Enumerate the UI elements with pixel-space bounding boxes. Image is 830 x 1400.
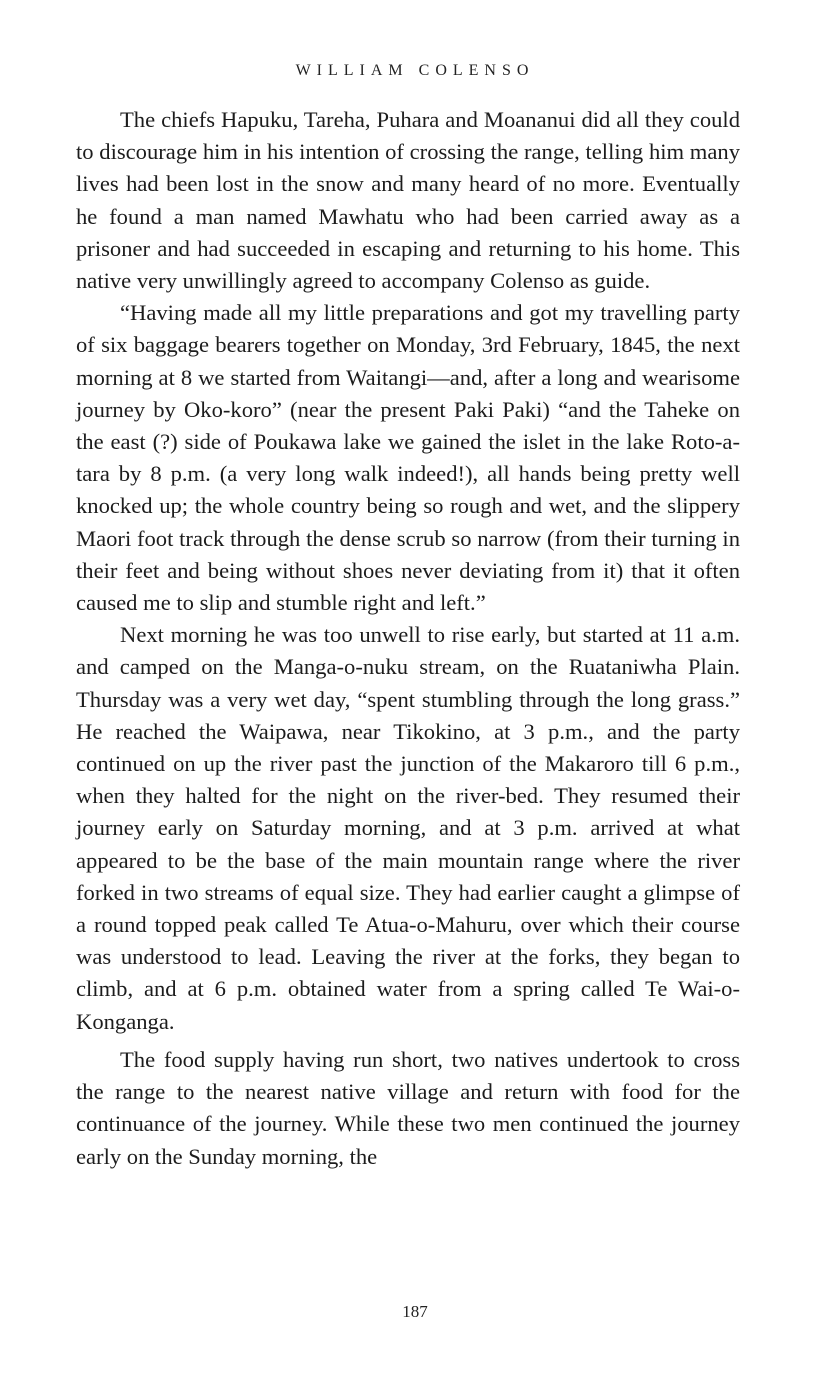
paragraph: The food supply having run short, two natives undertook to cross the range to the nearest native village and return with food for the continuance of the journey. While these two men continued the journey early on the Sunday morning, the <box>76 1046 740 1169</box>
paragraph: “Having made all my little preparations and got my travelling party of six baggage bearers together on Monday, 3rd February, 1845, the next morning at 8 we started from Waitangi—and, after a long and wearisome journey by Oko-koro” (near the present Paki Paki) “and the Taheke on the east (?) side of Poukawa lake we gained the islet in the lake Roto-a-tara by 8 p.m. (a very long walk indeed!), all hands being pretty well knocked up; the whole country being so rough and wet, and the slippery Maori foot track through the dense scrub so narrow (from their turning in their feet and being without shoes never deviating from it) that it often caused me to slip and stumble right and left.” <box>76 300 740 616</box>
body-text <box>76 104 740 1173</box>
running-head: WILLIAM COLENSO <box>295 62 535 79</box>
paragraph: Next morning he was too unwell to rise early, but started at 11 a.m. and camped on the Manga-o-nuku stream, on the Ruataniwha Plain. Thursday was a very wet day, “spent stumbling through the long grass.” He reached the Waipawa, near Tikokino, at 3 p.m., and the party continued on up the river past the junction of the Makaroro till 6 p.m., when they halted for the night on the river-bed. They resumed their journey early on Saturday morning, and at 3 p.m. arrived at what appeared to be the base of the main mountain range where the river forked in two streams of equal size. They had earlier caught a glimpse of a round topped peak called Te Atua-o-Mahuru, over which their course was understood to lead. Leaving the river at the forks, they began to climb, and at 6 p.m. obtained water from a spring called Te Wai-o-Konganga. <box>76 622 740 1034</box>
page-number: 187 <box>402 1302 428 1321</box>
paragraph: The chiefs Hapuku, Tareha, Puhara and Moananui did all they could to discourage him in his intention of crossing the range, telling him many lives had been lost in the snow and many heard of no more. Eventually he found a man named Mawhatu who had been carried away as a prisoner and had succeeded in escaping and returning to his home. This native very unwillingly agreed to accompany Colenso as guide. <box>76 107 740 294</box>
